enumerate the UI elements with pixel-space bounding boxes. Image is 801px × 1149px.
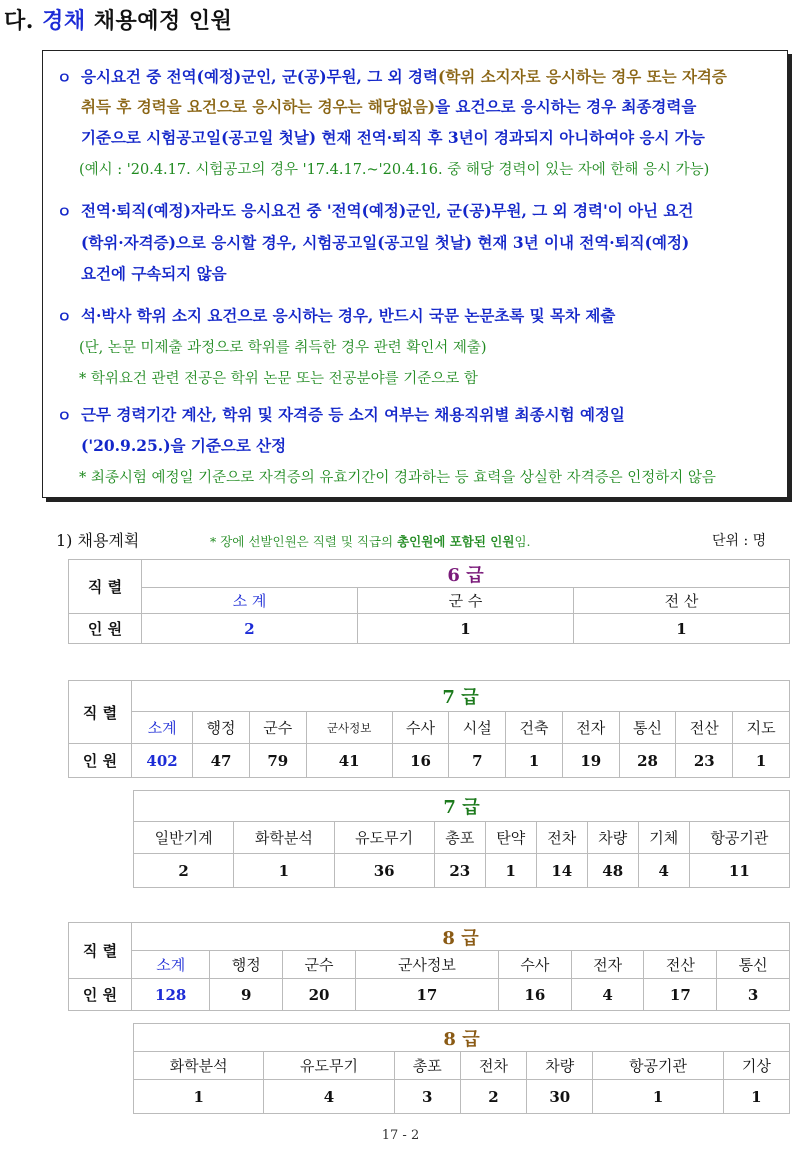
section-label: 1) 채용계획 [56, 531, 140, 550]
col-header: 일반기계 [134, 822, 234, 854]
col-header: 총포 [434, 822, 485, 854]
value-cell: 4 [638, 854, 689, 888]
value-cell: 1 [134, 1080, 264, 1114]
col-header: 전자 [571, 951, 644, 979]
value-cell: 1 [574, 614, 790, 644]
row-label: 인 원 [69, 614, 142, 644]
value-cell: 128 [132, 979, 210, 1011]
row-label: 직 렬 [69, 923, 132, 979]
row-label: 직 렬 [69, 681, 132, 744]
col-header: 유도무기 [264, 1052, 394, 1080]
col-header: 통신 [619, 712, 676, 744]
value-cell: 1 [593, 1080, 723, 1114]
value-cell: 79 [249, 744, 306, 778]
notice-2-line-2: (학위·자격증)으로 응시할 경우, 시험공고일(공고일 첫날) 현재 3년 이내 전역·퇴직(예정) [81, 233, 690, 252]
col-header: 전자 [562, 712, 619, 744]
title-highlight: 경채 [42, 8, 86, 34]
col-header: 군사정보 [306, 712, 392, 744]
value-cell: 23 [676, 744, 733, 778]
grade6-table [68, 559, 790, 644]
value-cell: 3 [717, 979, 790, 1011]
unit-label: 단위 : 명 [712, 533, 767, 549]
col-header: 전산 [676, 712, 733, 744]
value-cell: 3 [394, 1080, 460, 1114]
notice-2-line-3: 요건에 구속되지 않음 [81, 264, 227, 283]
notice-3-line-3: * 학위요건 관련 전공은 학위 논문 또는 전공분야를 기준으로 함 [79, 371, 478, 387]
grade-header: 8 급 [132, 923, 790, 951]
value-cell: 2 [134, 854, 234, 888]
value-cell: 23 [434, 854, 485, 888]
bullet-4: ㅇ [57, 407, 72, 425]
value-cell: 14 [536, 854, 587, 888]
col-header: 수사 [392, 712, 449, 744]
bullet-1: ㅇ [57, 69, 72, 87]
col-header: 화학분석 [234, 822, 334, 854]
value-cell: 20 [283, 979, 356, 1011]
value-cell: 47 [193, 744, 250, 778]
value-cell: 48 [587, 854, 638, 888]
value-cell: 1 [485, 854, 536, 888]
page-number: 17 - 2 [381, 1128, 420, 1143]
value-cell: 1 [358, 614, 574, 644]
notice-1-line-4: (예시 : '20.4.17. 시험공고의 경우 '17.4.17.~'20.4.16. 중 해당 경력이 있는 자에 한해 응시 가능) [79, 162, 710, 178]
value-cell: 41 [306, 744, 392, 778]
col-header: 유도무기 [334, 822, 434, 854]
col-header: 기체 [638, 822, 689, 854]
notice-1-line-3: 기준으로 시험공고일(공고일 첫날) 현재 전역·퇴직 후 3년이 경과되지 아니하여야 응시 가능 [81, 128, 705, 147]
value-cell: 402 [132, 744, 193, 778]
notice-1-line-1: 응시요건 중 전역(예정)군인, 군(공)무원, 그 외 경력(학위 소지자로 응시하는 경우 또는 자격증 [81, 67, 727, 86]
notice-3-line-2: (단, 논문 미제출 과정으로 학위를 취득한 경우 관련 확인서 제출) [79, 340, 487, 356]
value-cell: 36 [334, 854, 434, 888]
value-cell: 17 [644, 979, 717, 1011]
bullet-3: ㅇ [57, 308, 72, 326]
value-cell: 16 [498, 979, 571, 1011]
col-header: 전차 [460, 1052, 526, 1080]
col-header: 차량 [527, 1052, 593, 1080]
value-cell: 9 [210, 979, 283, 1011]
value-cell: 1 [723, 1080, 789, 1114]
grade-header: 8 급 [134, 1024, 790, 1052]
grade7-table-a [68, 680, 790, 778]
value-cell: 11 [689, 854, 789, 888]
grade-header: 7 급 [134, 791, 790, 822]
col-header: 건축 [506, 712, 563, 744]
col-header: 차량 [587, 822, 638, 854]
notice-4-line-3: * 최종시험 예정일 기준으로 자격증의 유효기간이 경과하는 등 효력을 상실한 자격증은 인정하지 않음 [79, 470, 716, 486]
col-header: 항공기관 [593, 1052, 723, 1080]
notice-1-line-2: 취득 후 경력을 요건으로 응시하는 경우는 해당없음)을 요건으로 응시하는 경우 최종경력을 [81, 97, 697, 116]
col-header: 소 계 [142, 588, 358, 614]
value-cell: 4 [264, 1080, 394, 1114]
col-header: 화학분석 [134, 1052, 264, 1080]
value-cell: 30 [527, 1080, 593, 1114]
value-cell: 16 [392, 744, 449, 778]
col-header: 총포 [394, 1052, 460, 1080]
col-header: 군수 [249, 712, 306, 744]
section-note: * 장에 선발인원은 직렬 및 직급의 총인원에 포함된 인원임. [210, 534, 531, 549]
col-header: 행정 [210, 951, 283, 979]
value-cell: 7 [449, 744, 506, 778]
value-cell: 1 [234, 854, 334, 888]
col-header: 전차 [536, 822, 587, 854]
grade8-table-a [68, 922, 790, 1011]
grade-header: 6 급 [142, 560, 790, 588]
value-cell: 19 [562, 744, 619, 778]
col-header: 군수 [283, 951, 356, 979]
row-label: 인 원 [69, 979, 132, 1011]
title-prefix: 다. [4, 8, 43, 34]
col-header: 수사 [498, 951, 571, 979]
value-cell: 1 [733, 744, 790, 778]
value-cell: 1 [506, 744, 563, 778]
value-cell: 2 [142, 614, 358, 644]
col-header: 행정 [193, 712, 250, 744]
col-header: 소계 [132, 951, 210, 979]
value-cell: 4 [571, 979, 644, 1011]
col-header: 소계 [132, 712, 193, 744]
col-header: 기상 [723, 1052, 789, 1080]
value-cell: 28 [619, 744, 676, 778]
col-header: 군 수 [358, 588, 574, 614]
col-header: 전산 [644, 951, 717, 979]
row-label: 직 렬 [69, 560, 142, 614]
grade8-table-b [133, 1023, 790, 1114]
value-cell: 2 [460, 1080, 526, 1114]
notice-4-line-1: 근무 경력기간 계산, 학위 및 자격증 등 소지 여부는 채용직위별 최종시험 예정일 [81, 405, 625, 424]
col-header: 시설 [449, 712, 506, 744]
grade7-table-b [133, 790, 790, 888]
notice-3-line-1: 석·박사 학위 소지 요건으로 응시하는 경우, 반드시 국문 논문초록 및 목차 제출 [81, 306, 616, 325]
col-header: 항공기관 [689, 822, 789, 854]
grade-header: 7 급 [132, 681, 790, 712]
notice-box [42, 50, 788, 498]
col-header: 통신 [717, 951, 790, 979]
col-header: 군사정보 [355, 951, 498, 979]
col-header: 지도 [733, 712, 790, 744]
notice-2-line-1: 전역·퇴직(예정)자라도 응시요건 중 '전역(예정)군인, 군(공)무원, 그 외 경력'이 아닌 요건 [81, 201, 694, 220]
notice-4-line-2: ('20.9.25.)을 기준으로 산정 [81, 436, 287, 455]
value-cell: 17 [355, 979, 498, 1011]
col-header: 전 산 [574, 588, 790, 614]
row-label: 인 원 [69, 744, 132, 778]
bullet-2: ㅇ [57, 203, 72, 221]
page-title [4, 4, 232, 35]
col-header: 탄약 [485, 822, 536, 854]
title-rest: 채용예정 인원 [85, 8, 233, 34]
